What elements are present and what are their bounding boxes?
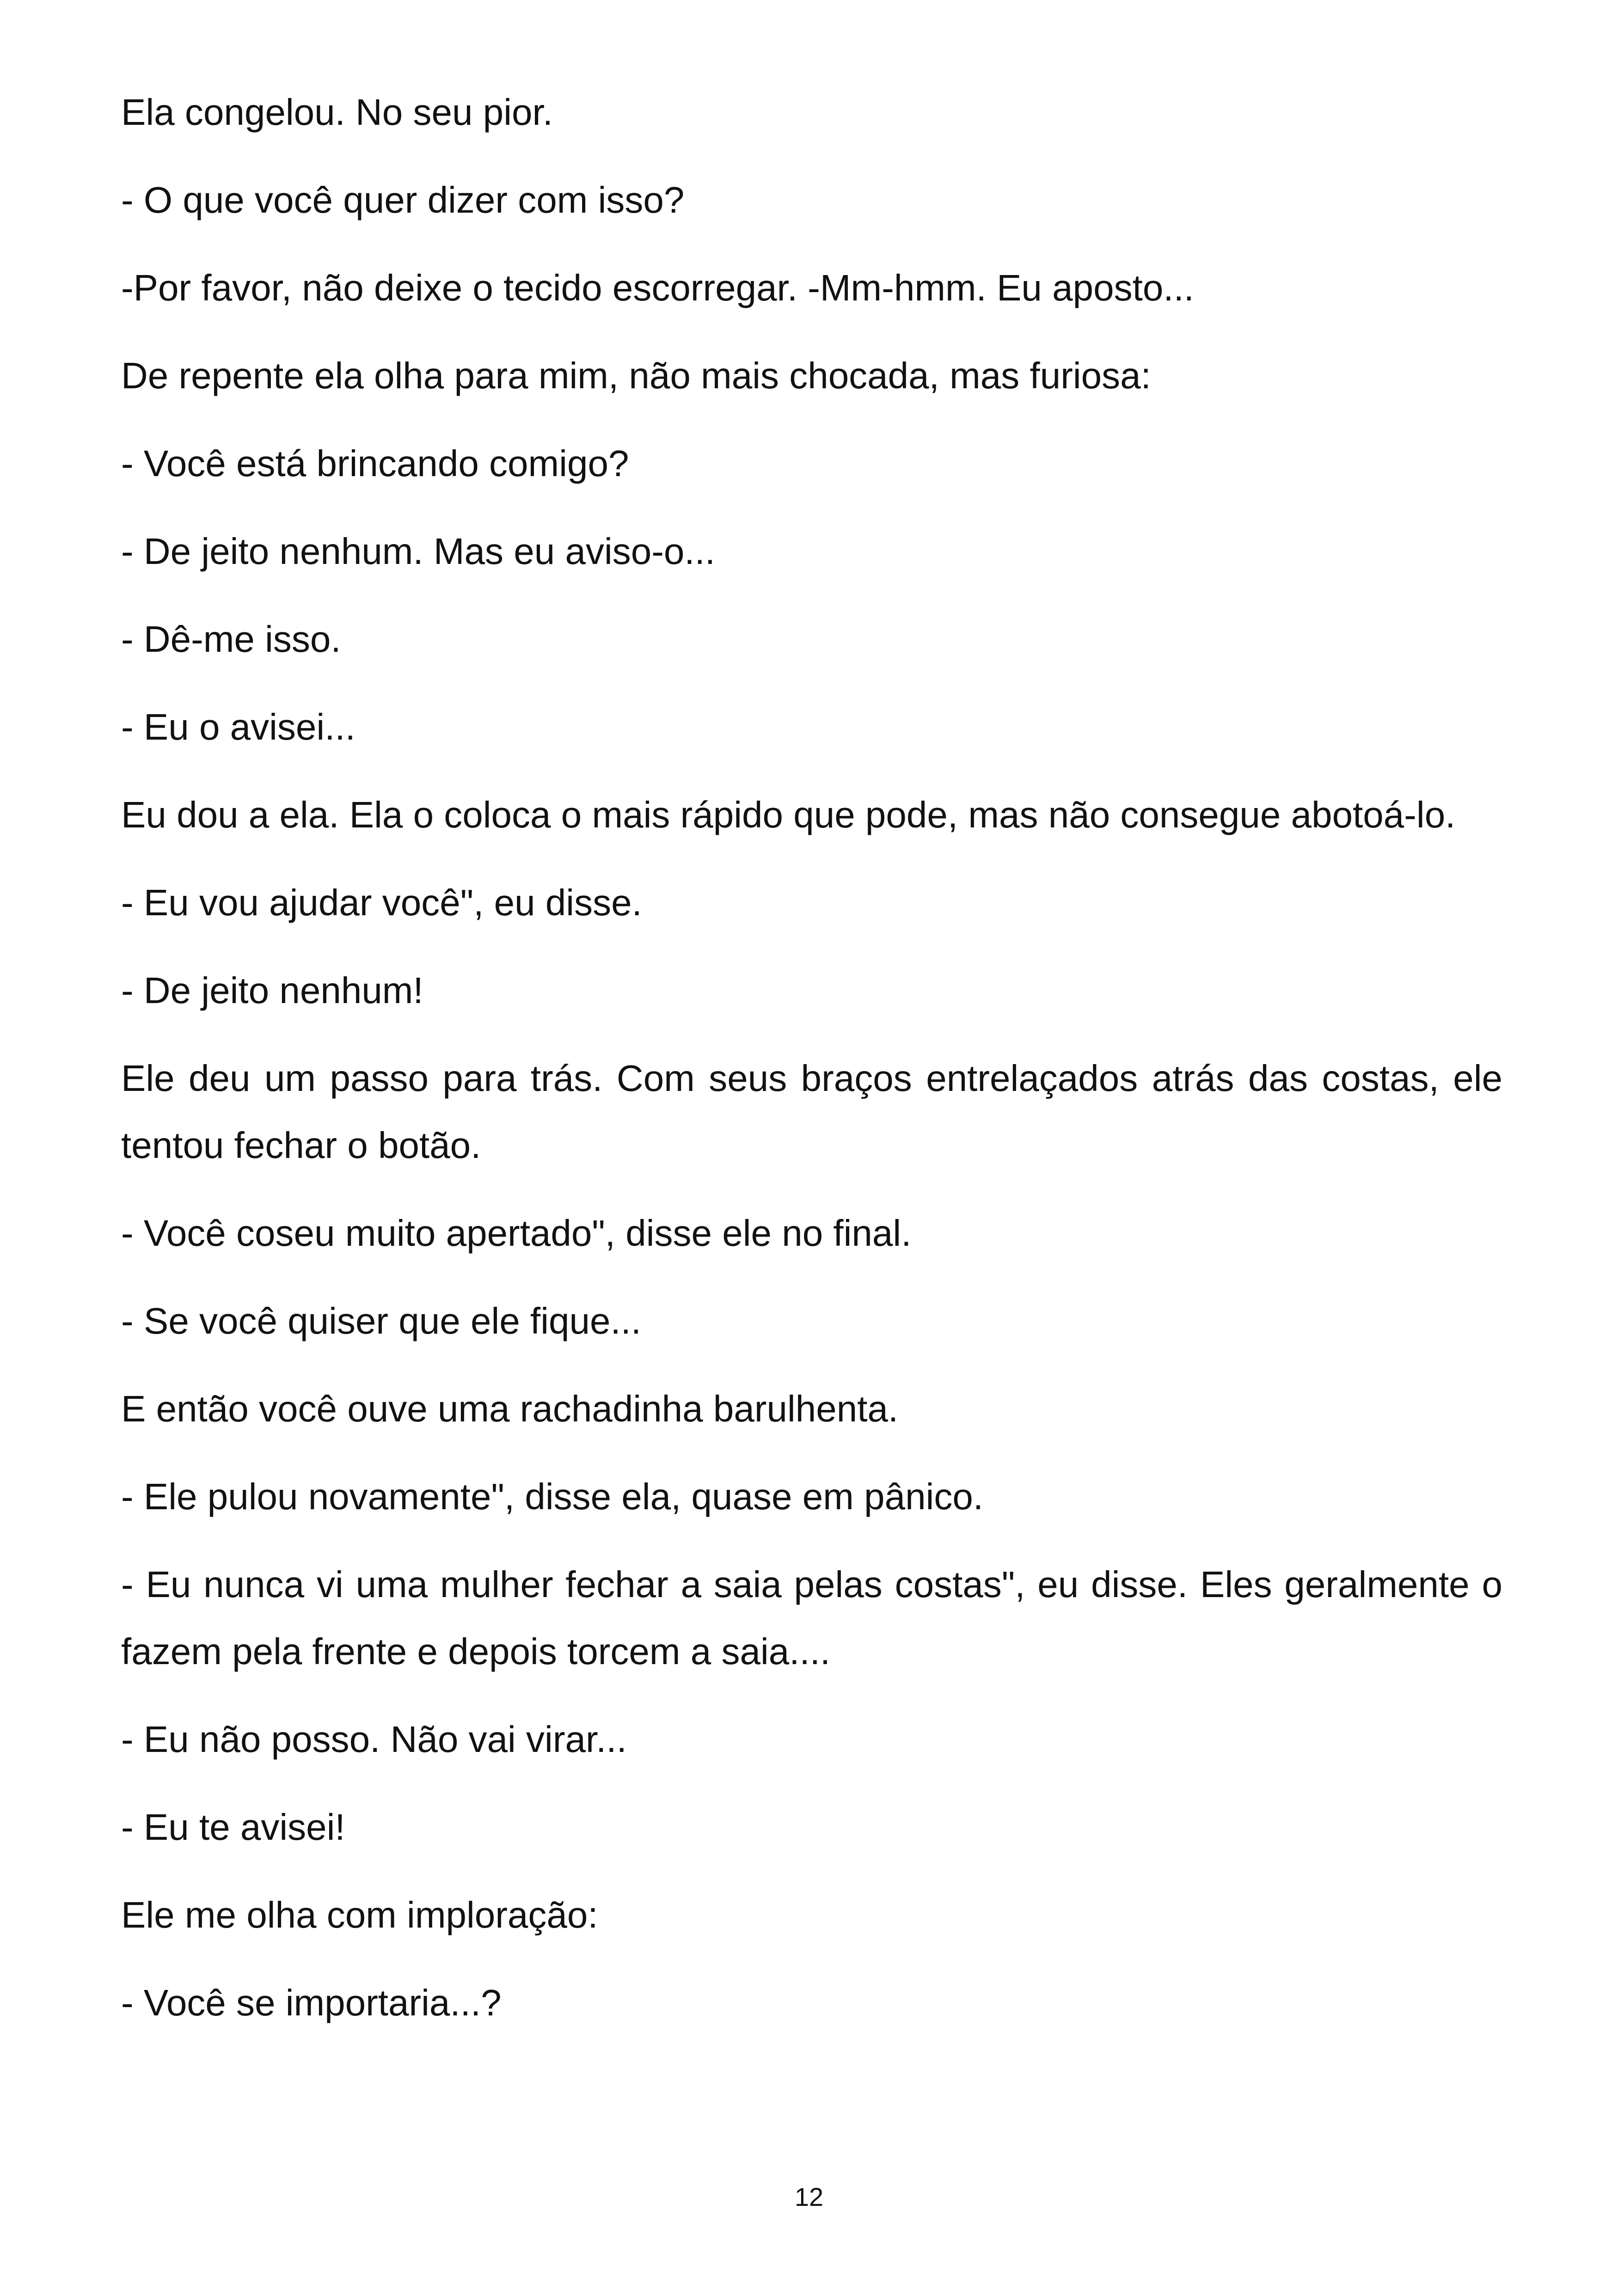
paragraph: - De jeito nenhum! (121, 970, 423, 1011)
page-number: 12 (794, 2182, 824, 2211)
paragraph: - Eu nunca vi uma mulher fechar a saia pelas costas", eu disse. Eles geralmente o fazem pela frente e depois torcem a saia.... (121, 1564, 1502, 1672)
paragraph: - Ele pulou novamente", disse ela, quase em pânico. (121, 1476, 984, 1517)
paragraph: - Eu não posso. Não vai virar... (121, 1719, 627, 1760)
paragraph: De repente ela olha para mim, não mais chocada, mas furiosa: (121, 355, 1151, 396)
paragraph: -Por favor, não deixe o tecido escorregar. -Mm-hmm. Eu aposto... (121, 267, 1195, 308)
paragraph: - Dê-me isso. (121, 618, 341, 660)
paragraph: - Você coseu muito apertado", disse ele no final. (121, 1212, 912, 1254)
body-text (121, 79, 1502, 2057)
paragraph: Ela congelou. No seu pior. (121, 92, 553, 133)
paragraph: - Eu te avisei! (121, 1806, 345, 1848)
paragraph: - Você se importaria...? (121, 1982, 502, 2023)
paragraph: Ele deu um passo para trás. Com seus braços entrelaçados atrás das costas, ele tentou fechar o botão. (121, 1058, 1502, 1166)
paragraph: - Eu vou ajudar você", eu disse. (121, 882, 642, 923)
paragraph: - Eu o avisei... (121, 706, 355, 747)
paragraph: Eu dou a ela. Ela o coloca o mais rápido que pode, mas não consegue abotoá-lo. (121, 794, 1456, 835)
paragraph: - De jeito nenhum. Mas eu aviso-o... (121, 531, 716, 572)
paragraph: Ele me olha com imploração: (121, 1894, 598, 1935)
paragraph: E então você ouve uma rachadinha barulhenta. (121, 1388, 899, 1429)
paragraph: - O que você quer dizer com isso? (121, 179, 685, 220)
paragraph: - Você está brincando comigo? (121, 443, 629, 484)
paragraph: - Se você quiser que ele fique... (121, 1300, 642, 1341)
